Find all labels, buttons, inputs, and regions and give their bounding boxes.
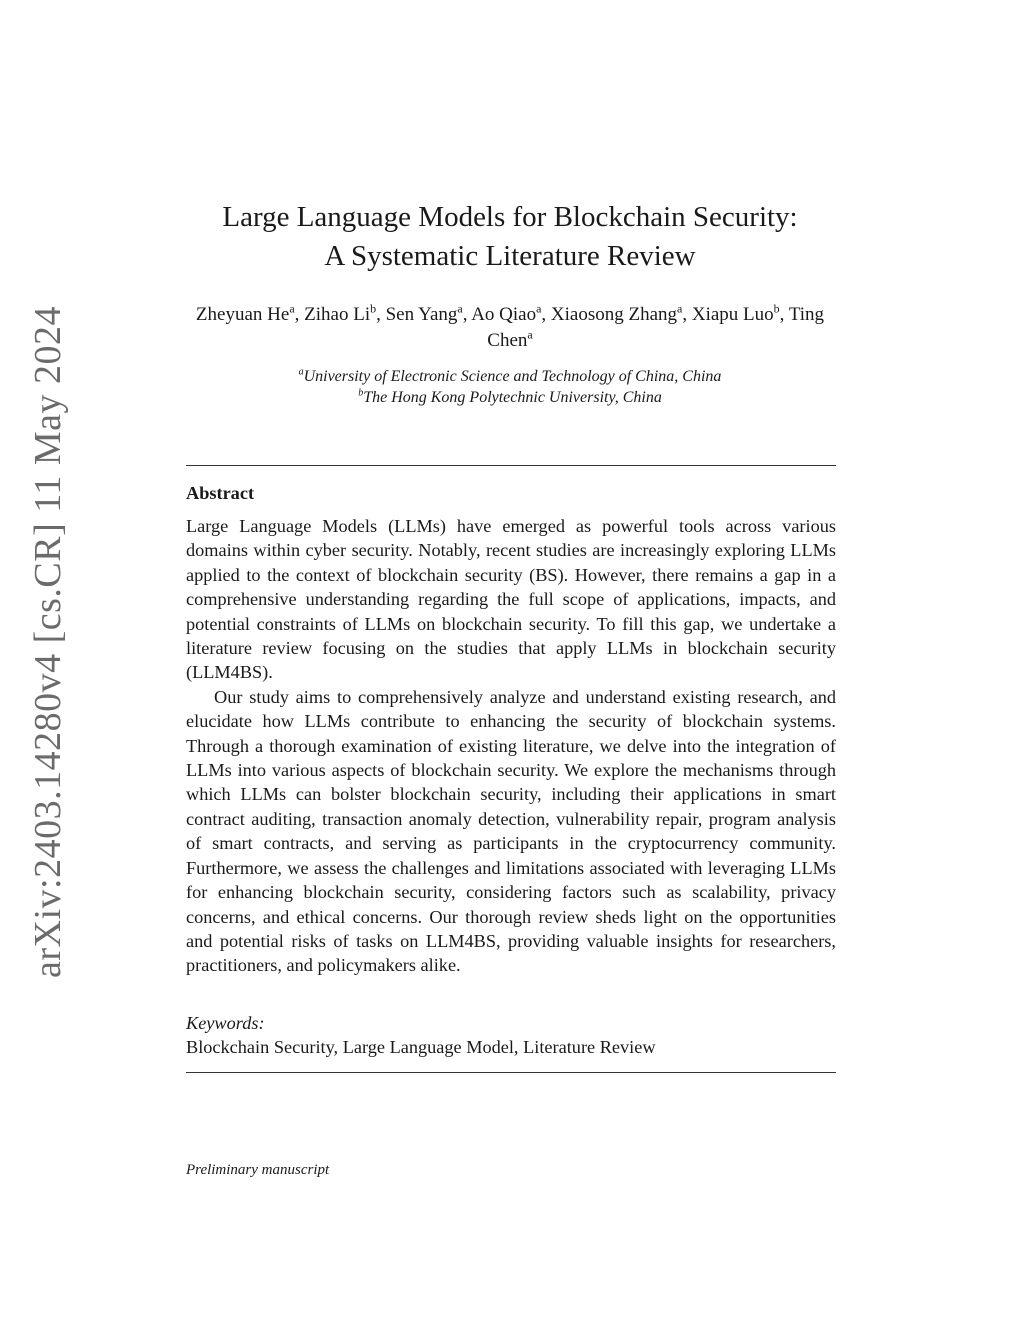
author: Xiaosong Zhang$^a$, bbox=[550, 301, 692, 325]
author: Ao Qiao$^a$, bbox=[471, 301, 551, 325]
keywords-section bbox=[186, 1011, 836, 1060]
manuscript-note: Preliminary manuscript bbox=[186, 1162, 330, 1178]
keywords-list: Blockchain Security, Large Language Model, Literature Review bbox=[186, 1037, 656, 1058]
affiliation-list bbox=[180, 366, 840, 408]
affiliation: $^a$University of Electronic Science and Technology of China, China bbox=[298, 366, 722, 385]
arxiv-identifier: arXiv:2403.14280v4 [cs.CR] 11 May 2024 bbox=[27, 306, 69, 978]
abstract-paragraph-1: Large Language Models (LLMs) have emerged as powerful tools across various domains within cyber security. Notably, recent studies are increasingly exploring LLMs applied to the context of blockchain security (BS). However, there remains a gap in a comprehensive understanding regarding the full scope of applications, impacts, and potential constraints of LLMs on blockchain security. To fill this gap, we undertake a literature review focusing on the studies that apply LLMs in blockchain security (LLM4BS). bbox=[186, 516, 836, 683]
abstract-section bbox=[186, 481, 836, 978]
top-divider bbox=[186, 465, 836, 466]
author: Ting Chen$^a$ bbox=[487, 304, 825, 351]
title-line-1: Large Language Models for Blockchain Security: bbox=[222, 201, 798, 233]
author: Zihao Li$^b$, bbox=[304, 301, 386, 325]
paper-title bbox=[150, 198, 870, 276]
title-line-2: A Systematic Literature Review bbox=[324, 240, 696, 272]
bottom-divider bbox=[186, 1072, 836, 1073]
author: Sen Yang$^a$, bbox=[385, 301, 472, 325]
abstract-heading: Abstract bbox=[186, 483, 255, 503]
keywords-label: Keywords: bbox=[186, 1013, 265, 1033]
abstract-paragraph-2: Our study aims to comprehensively analyze and understand existing research, and elucidate how LLMs contribute to enhancing the security of blockchain systems. Through a thorough examination of existing literature, we delve into the integration of LLMs into various aspects of blockchain security. We explore the mechanisms through which LLMs can bolster blockchain security, including their applications in smart contract auditing, transaction anomaly detection, vulnerability repair, program analysis of smart contracts, and serving as participants in the cryptocurrency community. Furthermore, we assess the challenges and limitations associated with leveraging LLMs for enhancing blockchain security, considering factors such as scalability, privacy concerns, and ethical concerns. Our thorough review sheds light on the opportunities and potential risks of tasks on LLM4BS, providing valuable insights for researchers, practitioners, and policymakers alike. bbox=[186, 686, 836, 976]
author-list bbox=[180, 302, 840, 354]
author: Xiapu Luo$^b$, bbox=[691, 301, 789, 325]
affiliation: $^b$The Hong Kong Polytechnic University, China bbox=[358, 387, 662, 406]
author: Zheyuan He$^a$, bbox=[195, 301, 305, 325]
